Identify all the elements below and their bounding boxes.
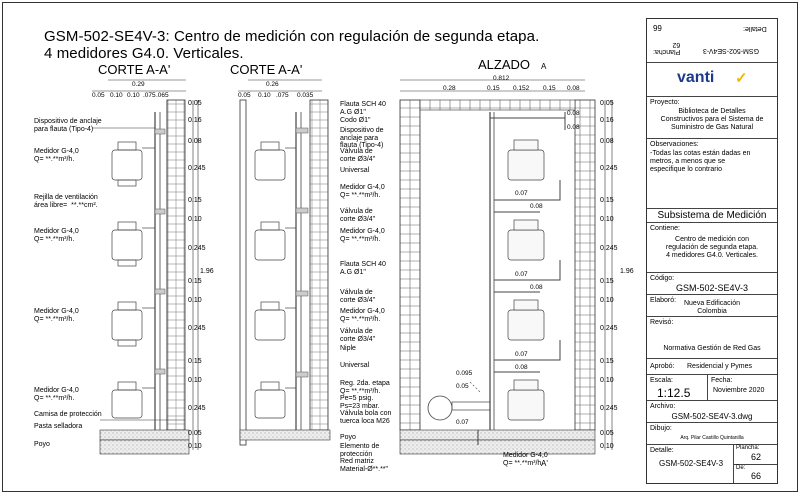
de-value: 66: [751, 471, 762, 481]
contiene-text: Centro de medición con regulación de segunda etapa. 4 medidores G4.0. Verticales.: [665, 236, 759, 259]
vdim-a-5: 0.15: [600, 197, 614, 204]
label-poyo-2: Poyo: [340, 434, 356, 441]
dim-corte2-d2: 0.10: [258, 92, 271, 99]
aprobo-label: Aprobó:: [650, 363, 675, 370]
label-camisa: Camisa de protección: [34, 411, 102, 418]
label-medidor-m1: Medidor G-4,0 Q= **.**m³/h.: [340, 184, 385, 199]
escala-fecha-block: [647, 375, 777, 401]
dim-corte1-d1: 0.05: [92, 92, 105, 99]
dim-alzado-d1: 0.28: [443, 85, 456, 92]
vdim-13: 0.245: [188, 405, 206, 412]
elaboro-block: [647, 295, 777, 317]
label-rejilla: Rejilla de ventilación área libre= **.**cm².: [34, 194, 98, 209]
vdim-a-4: 0.245: [600, 165, 618, 172]
view-title-alzado: ALZADO: [478, 57, 531, 72]
elaboro-label: Elaboró:: [650, 297, 677, 304]
view-title-corte-1: CORTE A-A': [98, 62, 171, 77]
alz-dim-9: 0.095: [456, 370, 473, 377]
archivo-block: [647, 401, 777, 423]
dim-corte1-d4: .075: [143, 92, 156, 99]
label-medidor-1: Medidor G-4,0 Q= **.**m³/h.: [34, 148, 79, 163]
logo-check-icon: ✓: [735, 70, 748, 87]
archivo-label: Archivo:: [650, 403, 676, 410]
label-medidor-bottom: Medidor G-4,0 Q= **.**m³/h.: [503, 452, 548, 467]
vdim-5: 0.15: [188, 197, 202, 204]
label-medidor-4: Medidor G-4,0 Q= **.**m³/h.: [34, 387, 79, 402]
escala-value: 1:12.5: [657, 386, 691, 400]
vdim-a-8: 0.15: [600, 278, 614, 285]
dim-corte2-d4: 0.035: [297, 92, 314, 99]
dim-corte1-d3: 0.10: [127, 92, 140, 99]
label-anclaje-flauta: Dispositivo de anclaje para flauta (Tipo-4): [34, 118, 102, 133]
alzado-drawing: [400, 80, 595, 454]
label-valvula-4: Válvula de corte Ø3/4": [340, 328, 376, 343]
dim-corte2-d1: 0.05: [238, 92, 251, 99]
vdim-1: 0.05: [188, 100, 202, 107]
vdim-a-10: 0.245: [600, 325, 618, 332]
fecha-label: Fecha:: [711, 377, 733, 384]
vdim-a-12: 0.10: [600, 377, 614, 384]
observaciones-text: -Todas las cotas están dadas en metros, a menos que se especifique lo contrario: [650, 150, 751, 173]
alz-dim-3: 0.07: [515, 190, 528, 197]
plancha-label: Plancha:: [736, 445, 760, 451]
alz-dim-8: 0.08: [515, 364, 528, 371]
logo-block: [647, 63, 777, 97]
vdim-4: 0.245: [188, 165, 206, 172]
title-line-2: 4 medidores G4.0. Verticales.: [44, 45, 244, 62]
dim-corte2-d3: .075: [276, 92, 289, 99]
vdim-12: 0.10: [188, 377, 202, 384]
label-medidor-m3: Medidor G-4,0 Q= **.**m³/h.: [340, 308, 385, 323]
vdim-a-1: 0.05: [600, 100, 614, 107]
label-medidor-3: Medidor G-4,0 Q= **.**m³/h.: [34, 308, 79, 323]
label-universal-2: Universal: [340, 362, 370, 369]
subsistema-title: Subsistema de Medición: [657, 210, 767, 221]
label-valvula-2: Válvula de corte Ø3/4": [340, 208, 376, 223]
label-valvula-3: Válvula de corte Ø3/4": [340, 289, 376, 304]
corte-2-drawing: [238, 80, 330, 445]
label-pasta: Pasta selladora: [34, 423, 83, 430]
reviso-block: [647, 317, 777, 359]
vdim-10: 0.245: [188, 325, 206, 332]
overall-height-left: 1.96: [200, 268, 214, 275]
vdim-15: 0.10: [188, 443, 202, 450]
view-title-corte-2: CORTE A-A': [230, 62, 303, 77]
aprobo-block: [647, 359, 777, 375]
reviso-value: Normativa Gestión de Red Gas: [663, 345, 761, 352]
subsistema-block: [647, 209, 777, 223]
dim-corte2-total: 0.26: [266, 81, 279, 88]
proyecto-block: [647, 97, 777, 139]
vdim-7: 0.245: [188, 245, 206, 252]
reviso-label: Revisó:: [650, 319, 674, 326]
vdim-14: 0.05: [188, 430, 202, 437]
codigo-value: GSM-502-SE4V-3: [675, 283, 749, 293]
proyecto-text: Biblioteca de Detalles Constructivos para el Sistema de Suministro de Gas Natural: [660, 108, 764, 131]
dim-alzado-total: 0.812: [493, 75, 510, 82]
vdim-a-6: 0.10: [600, 216, 614, 223]
vanti-logo: vanti: [677, 69, 715, 86]
title-line-1: GSM-502-SE4V-3: Centro de medición con regulación de segunda etapa.: [44, 28, 540, 45]
section-marker-a-prime: A': [541, 459, 548, 468]
label-universal-1: Universal: [340, 167, 370, 174]
detalle-value: GSM-502-SE4V-3: [659, 459, 724, 468]
dibujo-value: Arq. Pilar Castillo Quintanilla: [680, 435, 744, 441]
vdim-a-14: 0.05: [600, 430, 614, 437]
label-codo: Codo Ø1": [340, 117, 371, 124]
rot-plancha: Plancha: 62: [653, 41, 681, 55]
aprobo-value: Residencial y Pymes: [687, 363, 752, 370]
vdim-8: 0.15: [188, 278, 202, 285]
alz-dim-10: 0.05: [456, 383, 469, 390]
observaciones-block: [647, 139, 777, 209]
codigo-label: Código:: [650, 275, 675, 282]
contiene-label: Contiene:: [650, 225, 680, 232]
label-anclaje-2: Dispositivo de anclaje para flauta (Tipo-4): [340, 127, 384, 149]
dim-corte1-total: 0.29: [132, 81, 145, 88]
alz-dim-1: 0.08: [567, 110, 580, 117]
alz-dim-2: 0.08: [567, 124, 580, 131]
observaciones-label: Observaciones:: [650, 141, 699, 148]
alz-dim-4: 0.08: [530, 203, 543, 210]
vdim-a-15: 0.10: [600, 443, 614, 450]
proyecto-label: Proyecto:: [650, 99, 680, 106]
vdim-a-2: 0.16: [600, 117, 614, 124]
rot-code: GSM-502-SE4V-3: [703, 47, 760, 54]
corte-1-drawing: [92, 80, 189, 454]
dim-corte1-d5: .065: [156, 92, 169, 99]
de-label: De:: [736, 465, 746, 471]
elaboro-value: Nueva Edificación Colombia: [683, 300, 741, 315]
fecha-value: Noviembre 2020: [713, 387, 765, 394]
dim-alzado-d2: 0.15: [487, 85, 500, 92]
dim-alzado-d4: 0.15: [543, 85, 556, 92]
vdim-6: 0.10: [188, 216, 202, 223]
label-flauta-1: Flauta SCH 40 A.G Ø1": [340, 101, 386, 116]
detalle-label: Detalle:: [650, 447, 674, 454]
label-poyo: Poyo: [34, 441, 50, 448]
escala-label: Escala:: [650, 377, 673, 384]
plancha-value: 62: [751, 452, 762, 462]
codigo-block: [647, 273, 777, 295]
label-medidor-m2: Medidor G-4,0 Q= **.**m³/h.: [340, 228, 385, 243]
vdim-a-7: 0.245: [600, 245, 618, 252]
label-flauta-2: Flauta SCH 40 A.G Ø1": [340, 261, 386, 276]
label-niple: Niple: [340, 345, 356, 352]
vdim-a-11: 0.15: [600, 358, 614, 365]
section-marker-a: A: [541, 62, 547, 71]
label-valvula-1: Válvula de corte Ø3/4": [340, 148, 376, 163]
dim-corte1-d2: 0.10: [110, 92, 123, 99]
dibujo-block: [647, 423, 777, 445]
vdim-2: 0.16: [188, 117, 202, 124]
vdim-11: 0.15: [188, 358, 202, 365]
alz-dim-11: 0.07: [456, 419, 469, 426]
overall-height-right: 1.96: [620, 268, 634, 275]
label-valvula-bola: Válvula bola con tuerca loca M26: [340, 410, 392, 425]
vdim-3: 0.08: [188, 138, 202, 145]
dim-alzado-d3: 0.152: [513, 85, 530, 92]
alz-dim-6: 0.08: [530, 284, 543, 291]
label-elemento-proteccion: Elemento de protección Red matriz Material-Ø**.**": [340, 443, 388, 473]
rot-sheet-number: 66: [653, 23, 662, 32]
contiene-block: [647, 223, 777, 273]
vdim-a-13: 0.245: [600, 405, 618, 412]
panel-rotated-header: [647, 19, 777, 63]
detalle-block: [647, 445, 777, 483]
dim-alzado-d5: 0.08: [567, 85, 580, 92]
title-block-panel: [646, 18, 778, 484]
dibujo-label: Dibujo:: [650, 425, 672, 432]
alz-dim-7: 0.07: [515, 351, 528, 358]
label-regulador: Reg. 2da. etapa Q= **.**m³/h. Pe=5 psig. Ps=23 mbar.: [340, 380, 390, 410]
rot-detalle-label: Detalle:: [743, 25, 767, 32]
vdim-a-3: 0.08: [600, 138, 614, 145]
alz-dim-5: 0.07: [515, 271, 528, 278]
archivo-value: GSM-502-SE4V-3.dwg: [671, 412, 753, 421]
vdim-a-9: 0.10: [600, 297, 614, 304]
label-medidor-2: Medidor G-4,0 Q= **.**m³/h.: [34, 228, 79, 243]
vdim-9: 0.10: [188, 297, 202, 304]
